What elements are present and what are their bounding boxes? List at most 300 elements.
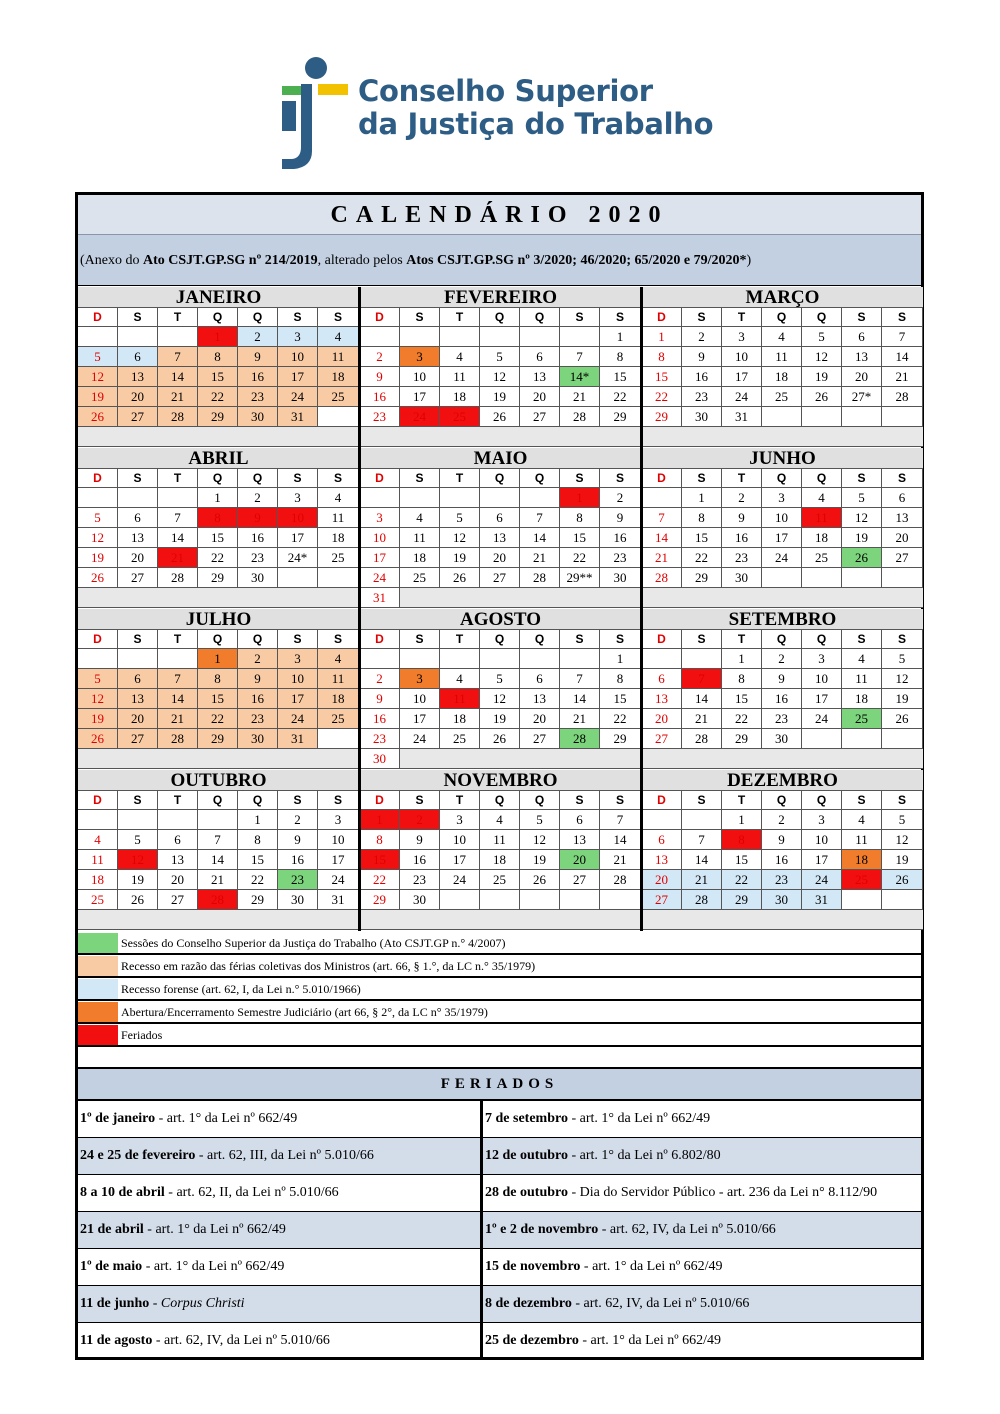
day-cell: 2	[600, 488, 641, 508]
empty-cell	[198, 810, 238, 830]
day-cell: 28	[560, 407, 600, 427]
day-cell: 7	[560, 669, 600, 689]
day-cell: 17	[400, 387, 440, 407]
day-cell: 16	[762, 689, 802, 709]
empty-cell	[118, 488, 158, 508]
month-10	[360, 770, 641, 931]
day-cell: 13	[842, 347, 882, 367]
day-cell: 20	[158, 870, 198, 890]
day-cell: 12	[78, 689, 118, 709]
day-cell: 14	[158, 528, 198, 548]
weekday-header: T	[722, 308, 762, 327]
empty-cell	[802, 407, 842, 427]
day-cell: 24	[400, 407, 440, 427]
day-cell: 15	[198, 528, 238, 548]
day-cell: 29	[600, 729, 641, 749]
month-name: JANEIRO	[78, 287, 359, 308]
day-cell: 12	[118, 850, 158, 870]
day-cell: 13	[642, 850, 682, 870]
weekday-header: S	[318, 791, 359, 810]
day-cell: 8	[198, 669, 238, 689]
empty-cell	[842, 890, 882, 910]
day-cell: 18	[842, 689, 882, 709]
day-cell: 14	[600, 830, 641, 850]
empty-cell	[78, 649, 118, 669]
page-subtitle	[78, 235, 921, 286]
weekday-header: S	[882, 308, 923, 327]
day-cell: 1	[600, 327, 641, 347]
weekday-header: T	[722, 791, 762, 810]
weekday-header: D	[78, 469, 118, 488]
day-cell: 9	[238, 347, 278, 367]
legend-swatch	[78, 956, 118, 976]
weekday-header: S	[842, 630, 882, 649]
empty-cell	[642, 810, 682, 830]
day-cell: 21	[600, 850, 641, 870]
legend-label: Abertura/Encerramento Semestre Judiciário (art 66, § 2°, da LC n° 35/1979)	[121, 1005, 488, 1019]
day-cell: 3	[400, 669, 440, 689]
day-cell: 3	[278, 327, 318, 347]
day-cell: 25	[400, 568, 440, 588]
day-cell: 7	[158, 508, 198, 528]
day-cell: 30	[238, 729, 278, 749]
month-filler	[642, 910, 923, 930]
empty-cell	[842, 407, 882, 427]
day-cell: 21	[682, 709, 722, 729]
weekday-header: S	[560, 308, 600, 327]
day-cell: 24*	[278, 548, 318, 568]
day-cell: 25	[440, 729, 480, 749]
day-cell: 22	[198, 548, 238, 568]
day-cell: 17	[440, 850, 480, 870]
month-filler	[78, 749, 359, 769]
day-cell: 14	[198, 850, 238, 870]
month-0	[78, 287, 359, 448]
day-cell: 2	[762, 649, 802, 669]
day-cell: 20	[842, 367, 882, 387]
day-cell: 5	[78, 347, 118, 367]
day-cell: 19	[480, 709, 520, 729]
feriado-date: 1º de janeiro	[80, 1111, 156, 1126]
day-cell: 1	[198, 488, 238, 508]
day-cell: 4	[78, 830, 118, 850]
day-cell: 24	[722, 387, 762, 407]
day-cell: 7	[600, 810, 641, 830]
day-cell: 5	[440, 508, 480, 528]
day-cell: 21	[158, 387, 198, 407]
day-cell: 14	[158, 689, 198, 709]
day-cell: 27	[118, 568, 158, 588]
legend-label: Recesso forense (art. 62, I, da Lei n.° 5.010/1966)	[121, 982, 361, 996]
weekday-header: D	[642, 791, 682, 810]
day-cell: 29	[198, 729, 238, 749]
day-cell: 14	[642, 528, 682, 548]
day-cell: 27	[642, 890, 682, 910]
feriados-title: FERIADOS	[78, 1067, 921, 1101]
day-cell: 5	[118, 830, 158, 850]
day-cell: 8	[198, 508, 238, 528]
feriado-description: - art. 62, III, da Lei nº 5.010/66	[195, 1148, 374, 1163]
weekday-header: S	[600, 791, 641, 810]
day-cell: 12	[882, 830, 923, 850]
day-cell: 28	[642, 568, 682, 588]
empty-cell	[118, 810, 158, 830]
day-cell: 11	[842, 669, 882, 689]
empty-cell	[400, 488, 440, 508]
day-cell: 4	[480, 810, 520, 830]
day-cell: 2	[278, 810, 318, 830]
feriado-date: 12 de outubro	[485, 1148, 568, 1163]
day-cell: 6	[158, 830, 198, 850]
month-name: JULHO	[78, 609, 359, 630]
day-cell: 8	[600, 669, 641, 689]
day-cell: 24	[802, 709, 842, 729]
day-cell: 16	[238, 367, 278, 387]
day-cell: 6	[480, 508, 520, 528]
month-8	[642, 609, 923, 770]
feriado-item	[78, 1249, 480, 1286]
feriado-date: 25 de dezembro	[485, 1333, 579, 1348]
weekday-header: D	[360, 469, 400, 488]
day-cell: 27*	[842, 387, 882, 407]
page-title: CALENDÁRIO 2020	[78, 195, 921, 235]
day-cell: 13	[118, 367, 158, 387]
day-cell: 27	[882, 548, 923, 568]
day-cell: 9	[278, 830, 318, 850]
day-cell: 31	[318, 890, 359, 910]
weekday-header: S	[118, 469, 158, 488]
day-cell: 15	[560, 528, 600, 548]
day-cell: 24	[278, 387, 318, 407]
day-cell: 24	[440, 870, 480, 890]
day-cell: 31	[722, 407, 762, 427]
empty-cell	[158, 810, 198, 830]
weekday-header: S	[318, 308, 359, 327]
day-cell: 30	[238, 568, 278, 588]
day-cell: 13	[882, 508, 923, 528]
weekday-header: S	[882, 630, 923, 649]
day-cell: 30	[400, 890, 440, 910]
empty-cell	[560, 327, 600, 347]
day-cell: 19	[78, 387, 118, 407]
feriado-item	[483, 1212, 921, 1249]
day-cell: 25	[440, 407, 480, 427]
day-cell: 7	[158, 669, 198, 689]
weekday-header: S	[400, 630, 440, 649]
calendar-sheet	[75, 192, 924, 1360]
day-cell: 1	[360, 810, 400, 830]
day-cell: 28	[158, 407, 198, 427]
month-filler	[400, 749, 641, 769]
day-cell: 24	[762, 548, 802, 568]
legend-swatch	[78, 979, 118, 999]
weekday-header: Q	[520, 630, 560, 649]
day-cell: 5	[78, 508, 118, 528]
day-cell: 26	[78, 729, 118, 749]
month-name: SETEMBRO	[642, 609, 923, 630]
weekday-header: Q	[762, 469, 802, 488]
empty-cell	[78, 810, 118, 830]
legend-swatch	[78, 933, 118, 953]
day-cell: 6	[560, 810, 600, 830]
day-cell: 14	[158, 367, 198, 387]
empty-cell	[78, 488, 118, 508]
day-cell: 30	[762, 890, 802, 910]
day-cell: 4	[762, 327, 802, 347]
feriado-item	[78, 1323, 480, 1360]
month-7	[360, 609, 641, 770]
day-cell: 4	[318, 488, 359, 508]
day-cell: 19	[882, 850, 923, 870]
day-cell: 31	[802, 890, 842, 910]
day-cell: 22	[722, 870, 762, 890]
weekday-header: T	[158, 469, 198, 488]
feriado-date: 11 de agosto	[80, 1333, 153, 1348]
day-cell: 21	[158, 709, 198, 729]
empty-cell	[842, 568, 882, 588]
weekday-header: S	[278, 469, 318, 488]
day-cell: 20	[520, 709, 560, 729]
weekday-header: D	[360, 630, 400, 649]
weekday-header: Q	[198, 469, 238, 488]
day-cell: 3	[278, 649, 318, 669]
day-cell: 21	[560, 709, 600, 729]
weekday-header: S	[118, 630, 158, 649]
day-cell: 29	[682, 568, 722, 588]
day-cell: 2	[360, 669, 400, 689]
empty-cell	[118, 327, 158, 347]
day-cell: 13	[118, 528, 158, 548]
weekday-header: S	[682, 791, 722, 810]
day-cell: 10	[722, 347, 762, 367]
feriado-date: 28 de outubro	[485, 1185, 568, 1200]
weekday-header: Q	[238, 469, 278, 488]
weekday-header: Q	[802, 630, 842, 649]
day-cell: 18	[440, 387, 480, 407]
day-cell: 26	[118, 890, 158, 910]
day-cell: 3	[400, 347, 440, 367]
day-cell: 15	[238, 850, 278, 870]
day-cell: 11	[318, 508, 359, 528]
day-cell: 6	[642, 669, 682, 689]
day-cell: 22	[600, 387, 641, 407]
day-cell: 20	[642, 709, 682, 729]
day-cell: 26	[78, 407, 118, 427]
day-cell: 12	[480, 367, 520, 387]
day-cell: 8	[198, 347, 238, 367]
day-cell: 16	[400, 850, 440, 870]
feriado-description: - art. 1° da Lei nº 662/49	[567, 1111, 711, 1126]
feriado-description: - art. 1° da Lei nº 662/49	[143, 1222, 286, 1237]
month-filler	[78, 910, 359, 930]
day-cell: 13	[520, 689, 560, 709]
day-cell: 26	[802, 387, 842, 407]
feriado-item	[78, 1286, 480, 1323]
weekday-header: Q	[238, 630, 278, 649]
day-cell: 4	[440, 669, 480, 689]
day-cell: 1	[560, 488, 600, 508]
day-cell: 30	[360, 749, 400, 769]
feriado-date: 1º de maio	[80, 1259, 143, 1274]
day-cell: 9	[762, 669, 802, 689]
empty-cell	[440, 327, 480, 347]
day-cell: 8	[682, 508, 722, 528]
day-cell: 30	[238, 407, 278, 427]
feriado-item	[483, 1249, 921, 1286]
weekday-header: Q	[802, 469, 842, 488]
day-cell: 15	[722, 850, 762, 870]
day-cell: 23	[360, 729, 400, 749]
day-cell: 24	[802, 870, 842, 890]
day-cell: 11	[802, 508, 842, 528]
empty-cell	[318, 407, 359, 427]
weekday-header: S	[118, 791, 158, 810]
day-cell: 8	[722, 830, 762, 850]
day-cell: 6	[118, 347, 158, 367]
day-cell: 28	[682, 729, 722, 749]
day-cell: 27	[560, 870, 600, 890]
weekday-header: D	[642, 308, 682, 327]
month-name: MAIO	[360, 448, 641, 469]
weekday-header: S	[278, 630, 318, 649]
empty-cell	[762, 568, 802, 588]
day-cell: 7	[682, 669, 722, 689]
empty-cell	[762, 407, 802, 427]
day-cell: 25	[842, 709, 882, 729]
weekday-header: D	[78, 791, 118, 810]
month-2	[642, 287, 923, 448]
day-cell: 30	[682, 407, 722, 427]
feriado-description: - art. 1° da Lei nº 6.802/80	[567, 1148, 721, 1163]
weekday-header: Q	[802, 308, 842, 327]
day-cell: 21	[158, 548, 198, 568]
day-cell: 17	[722, 367, 762, 387]
weekday-header: Q	[198, 791, 238, 810]
month-name: MARÇO	[642, 287, 923, 308]
day-cell: 2	[722, 488, 762, 508]
feriado-item	[78, 1175, 480, 1212]
weekday-header: S	[882, 469, 923, 488]
empty-cell	[842, 729, 882, 749]
feriado-description: - art. 62, IV, da Lei nº 5.010/66	[571, 1296, 750, 1311]
weekday-header: Q	[238, 308, 278, 327]
day-cell: 9	[762, 830, 802, 850]
weekday-header: Q	[198, 308, 238, 327]
legend-item-forense	[78, 979, 921, 1001]
day-cell: 21	[520, 548, 560, 568]
day-cell: 24	[278, 709, 318, 729]
day-cell: 20	[560, 850, 600, 870]
day-cell: 3	[722, 327, 762, 347]
day-cell: 1	[238, 810, 278, 830]
weekday-header: S	[600, 630, 641, 649]
feriado-date: 1º e 2 de novembro	[485, 1222, 599, 1237]
day-cell: 11	[318, 669, 359, 689]
feriado-description: - art. 1° da Lei nº 662/49	[580, 1259, 723, 1274]
day-cell: 15	[600, 689, 641, 709]
day-cell: 10	[400, 367, 440, 387]
empty-cell	[360, 327, 400, 347]
day-cell: 6	[882, 488, 923, 508]
empty-cell	[440, 890, 480, 910]
day-cell: 29	[198, 568, 238, 588]
day-cell: 9	[400, 830, 440, 850]
weekday-header: Q	[198, 630, 238, 649]
day-cell: 18	[480, 850, 520, 870]
weekday-header: T	[158, 308, 198, 327]
weekday-header: Q	[520, 791, 560, 810]
weekday-header: Q	[762, 308, 802, 327]
logo-line-1: Conselho Superior	[358, 74, 653, 108]
month-filler	[642, 427, 923, 447]
day-cell: 2	[400, 810, 440, 830]
day-cell: 25	[480, 870, 520, 890]
day-cell: 13	[118, 689, 158, 709]
day-cell: 5	[480, 669, 520, 689]
day-cell: 6	[520, 347, 560, 367]
day-cell: 21	[198, 870, 238, 890]
weekday-header: S	[682, 630, 722, 649]
day-cell: 10	[802, 830, 842, 850]
day-cell: 3	[440, 810, 480, 830]
day-cell: 10	[278, 669, 318, 689]
day-cell: 17	[278, 528, 318, 548]
day-cell: 31	[360, 588, 400, 608]
empty-cell	[118, 649, 158, 669]
day-cell: 9	[722, 508, 762, 528]
day-cell: 22	[600, 709, 641, 729]
empty-cell	[400, 649, 440, 669]
month-name: JUNHO	[642, 448, 923, 469]
feriado-item	[78, 1101, 480, 1138]
empty-cell	[882, 890, 923, 910]
empty-cell	[318, 729, 359, 749]
day-cell: 19	[440, 548, 480, 568]
day-cell: 10	[318, 830, 359, 850]
day-cell: 16	[682, 367, 722, 387]
day-cell: 9	[682, 347, 722, 367]
day-cell: 17	[360, 548, 400, 568]
day-cell: 19	[802, 367, 842, 387]
empty-cell	[78, 327, 118, 347]
month-filler	[360, 427, 641, 447]
day-cell: 16	[722, 528, 762, 548]
day-cell: 18	[318, 367, 359, 387]
day-cell: 16	[360, 709, 400, 729]
day-cell: 30	[722, 568, 762, 588]
empty-cell	[520, 649, 560, 669]
empty-cell	[480, 327, 520, 347]
feriados-divider	[480, 1101, 483, 1360]
day-cell: 26	[882, 870, 923, 890]
weekday-header: S	[560, 791, 600, 810]
day-cell: 25	[318, 387, 359, 407]
day-cell: 4	[400, 508, 440, 528]
day-cell: 6	[118, 508, 158, 528]
day-cell: 26	[842, 548, 882, 568]
weekday-header: D	[78, 308, 118, 327]
day-cell: 25	[842, 870, 882, 890]
csjt-logo-mark-icon	[278, 55, 353, 175]
empty-cell	[400, 327, 440, 347]
feriado-date: 21 de abril	[80, 1222, 144, 1237]
month-name: FEVEREIRO	[360, 287, 641, 308]
day-cell: 20	[118, 387, 158, 407]
empty-cell	[480, 890, 520, 910]
day-cell: 22	[560, 548, 600, 568]
day-cell: 23	[682, 387, 722, 407]
day-cell: 26	[78, 568, 118, 588]
